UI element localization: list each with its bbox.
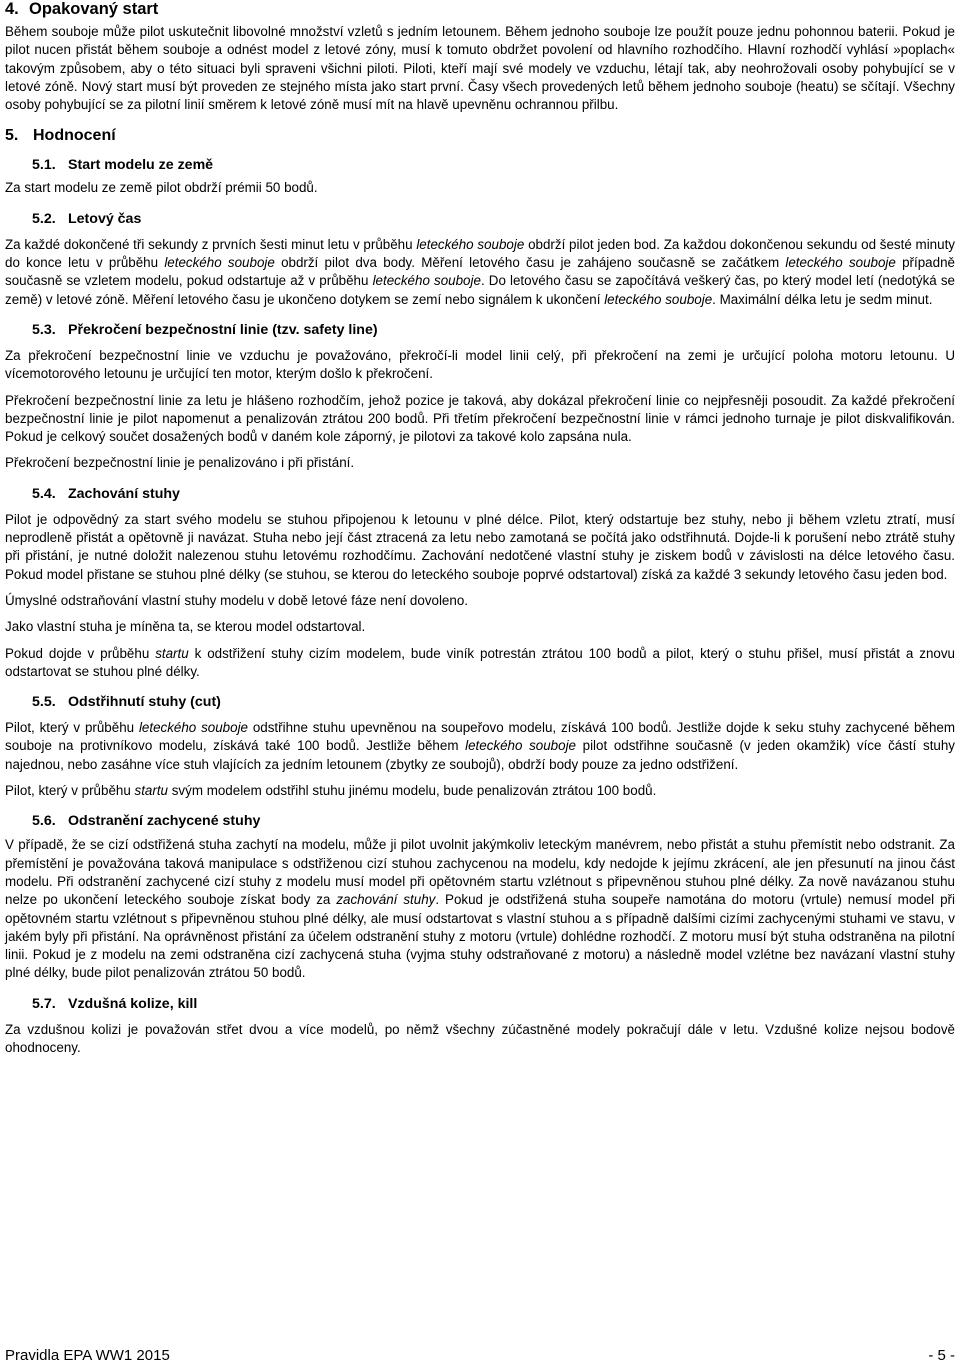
subsection-number: 5.3. [32,321,56,338]
text: případně současně se vzletem modelu, pokud odstartuje až v průběhu [5,255,955,289]
text: . Do letového času se započítává veškerý čas, po který model letí (nedotýká se země) v letové zóně. Měření letového času je ukončeno dotykem se zemí nebo signálem k ukončení [5,273,956,307]
subsection-5-4-paragraph-3: Jako vlastní stuha je míněna ta, se kterou model odstartoval. [5,619,366,635]
italic-term: leteckého souboje [416,236,525,252]
text: Za každé dokončené tři sekundy z prvních šesti minut letu v průběhu [5,236,417,252]
italic-term: zachování stuhy [336,892,436,908]
text: odstřihne stuhu upevněnou na soupeřovo modelu, získává 100 bodů. Jestliže dojde k seku stuhy zachycené během souboje na protivníkovo modelu, získává také 100 bodů. Jestliže během [5,720,955,754]
subsection-5-3-heading [5,321,955,339]
subsection-number: 5.2. [32,210,56,227]
italic-term: leteckého souboje [465,738,576,754]
italic-term: startu [134,783,169,799]
subsection-5-5-heading [5,693,955,711]
subsection-5-2-heading [5,210,955,228]
subsection-title: Vzdušná kolize, kill [68,995,198,1012]
text: . Maximální délka letu je sedm minut. [712,291,933,307]
subsection-5-4-paragraph-1: Pilot je odpovědný za start svého modelu se stuhou připojenou k letounu v plné délce. Pilot, který odstartuje bez stuhy, nebo ji během vzletu ztratí, musí neprodleně přistát a opětovně ji navázat. Stuha nebo její část ztracená za letu nebo zamotaná se počítá jako odstřihnutá. Dojde-li k porušení nebo ztrátě stuhy při přistání, je nutné doložit nalezenou stuhu letovému rozhodčímu. Zachování nedotčené vlastní stuhy je ziskem bodů v závislosti na délce letového času. Pokud model přistane se stuhou plné délky (se stuhou, se kterou do leteckého souboje poprvé odstartoval) získá za každé 3 sekundy letového času jeden bod. [5,511,955,582]
text: obdrží pilot dva body. Měření letového času je zahájeno současně se začátkem [274,255,786,271]
subsection-5-5-paragraph-1 [5,719,955,774]
page-footer [5,1347,955,1364]
italic-term: leteckého souboje [372,273,481,289]
subsection-5-3-paragraph-3: Překročení bezpečnostní linie je penalizováno i při přistání. [5,455,355,471]
text: Pokud dojde v průběhu [5,645,156,661]
subsection-title: Překročení bezpečnostní linie (tzv. safety line) [68,321,378,338]
section-5-heading [5,126,955,146]
subsection-5-1-paragraph: Za start modelu ze země pilot obdrží prémii 50 bodů. [5,180,318,196]
subsection-number: 5.7. [32,995,56,1012]
text: pilot odstřihne současně (v jeden okamžik) více částí stuhy najednou, nebo zasáhne více stuh vlajících za jedním letounem (zbytky ze soubojů), obdrží body pouze za jedno odstřižení. [5,738,955,772]
subsection-number: 5.1. [32,157,56,174]
italic-term: leteckého souboje [604,291,713,307]
subsection-5-4-heading [5,485,955,503]
subsection-5-3-paragraph-1: Za překročení bezpečnostní linie ve vzduchu je považováno, překročí-li model linii celý, při překročení na zemi je určující poloha motoru letounu. U vícemotorového letounu je určující ten motor, kterým došlo k překročení. [5,347,955,382]
subsection-title: Odstranění zachycené stuhy [68,813,261,830]
subsection-title: Odstřihnutí stuhy (cut) [68,694,221,711]
text: obdrží pilot jeden bod. Za každou dokončenou sekundu od šesté minuty do konce letu v průběhu [5,236,955,271]
italic-term: leteckého souboje [164,255,275,271]
subsection-5-3-paragraph-2: Překročení bezpečnostní linie za letu je hlášeno rozhodčím, jehož pozice je taková, aby dokázal překročení linie co nejpřesněji posoudit. Za každé překročení bezpečnostní linie je pilot napomenut a penalizován ztrátou 200 bodů. Při třetím překročení bezpečnostní linie v rámci jednoho turnaje je pilot diskvalifikován. Pokud je celkový součet dosažených bodů v daném kole záporný, je pilotovi za takové kolo zapsána nula. [5,392,955,445]
text: V případě, že se cizí odstřižená stuha zachytí na modelu, může ji pilot uvolnit jakýmkoliv leteckým manévrem, nebo přistát a stuhu přemístit nebo odstranit. Za přemístění je považována taková manipulace s odstřiženou cizí stuhou zachycenou na modelu, kdy nedojde k jejímu zkrácení, ale jen přesunutí na jinou část modelu. Při odstranění zachycené cizí stuhy z modelu musí model při opětovném startu vzlétnout s připevněnou stuhou plné délky. Za nově navázanou stuhu nelze po ukončení leteckého souboje získat body za [5,837,955,908]
subsection-number: 5.5. [32,694,56,711]
text: Pilot, který v průběhu [5,783,135,799]
subsection-title: Zachování stuhy [68,485,180,502]
section-title: Opakovaný start [29,0,159,18]
subsection-5-6-paragraph [5,836,955,982]
italic-term: leteckého souboje [785,255,896,271]
section-4-paragraph: Během souboje může pilot uskutečnit libovolné množství vzletů s jedním letounem. Během jednoho souboje lze použít pouze jednu pohonnou baterii. Pokud je pilot nucen přistát během souboje a odnést model z letové zóny, musí k tomuto obdržet povolení od hlavního rozhodčího. Hlavní rozhodčí vyhlásí »poplach« takovým způsobem, aby o této situaci byli spraveni všichni piloti. Piloti, kteří mají své modely ve vzduchu, létají tak, aby neohrožovali osoby pohybující se v letové zóně. Nový start musí být proveden ze stejného místa jako start první. Časy všech provedených letů během jednoho souboje (heatu) se sčítají. Všechny osoby pohybující se za pilotní linií směrem k letové zóně musí mít na hlavě upevněnu ochrannou přilbu. [5,24,955,113]
section-title: Hodnocení [33,127,116,145]
footer-page-number: - 5 - [928,1347,955,1364]
subsection-number: 5.6. [32,813,56,830]
subsection-5-6-heading [5,812,955,830]
subsection-5-4-paragraph-4 [5,645,955,682]
text: svým modelem odstřihl stuhu jinému modelu, bude penalizován ztrátou 100 bodů. [168,783,657,799]
section-number: 4. [5,0,19,18]
subsection-5-5-paragraph-2 [5,782,955,800]
subsection-5-7-heading [5,995,955,1013]
subsection-5-1-heading [5,156,955,174]
text: . Pokud je odstřižená stuha soupeře namotána do motoru (vrtule) nemusí model při opětovném startu vzlétnout s připevněnou stuhou plné délky, ale musí odstartovat s vlastní stuhou a s případně dalšími cizími zachycenými stuhami ve stavu, v jakém byly při přistání. Na oprávněnost přistání za účelem odstranění stuhy z motoru (vrtule) dohlédne rozhodčí. Z motoru musí být stuha odstraněna na pilotní linii. Pokud je z modelu na zemi odstraněna cizí zachycená stuha (vyjma stuhy odstraňované z motoru) a následně model vzlétne bez navázaní vlastní stuhy plné délky, bude pilot penalizován ztrátou 50 bodů. [5,892,955,981]
subsection-number: 5.4. [32,485,56,502]
subsection-title: Start modelu ze země [68,157,214,174]
section-number: 5. [5,127,19,145]
text: k odstřižení stuhy cizím modelem, bude viník potrestán ztrátou 100 bodů a pilot, který o stuhu přišel, musí přistát a znovu odstartovat se stuhou plné délky. [5,645,955,679]
subsection-5-7-paragraph: Za vzdušnou kolizi je považován střet dvou a více modelů, po němž všechny zúčastněné modely pokračují dále v letu. Vzdušné kolize nejsou bodově ohodnoceny. [5,1021,955,1055]
subsection-5-4-paragraph-2: Úmyslné odstraňování vlastní stuhy modelu v době letové fáze není dovoleno. [5,592,468,608]
italic-term: leteckého souboje [138,720,248,736]
subsection-5-2-paragraph [5,236,955,309]
text: Pilot, který v průběhu [5,720,139,736]
section-4-heading [5,0,955,19]
subsection-title: Letový čas [68,210,142,227]
footer-document-title: Pravidla EPA WW1 2015 [5,1347,170,1364]
italic-term: startu [155,645,189,661]
